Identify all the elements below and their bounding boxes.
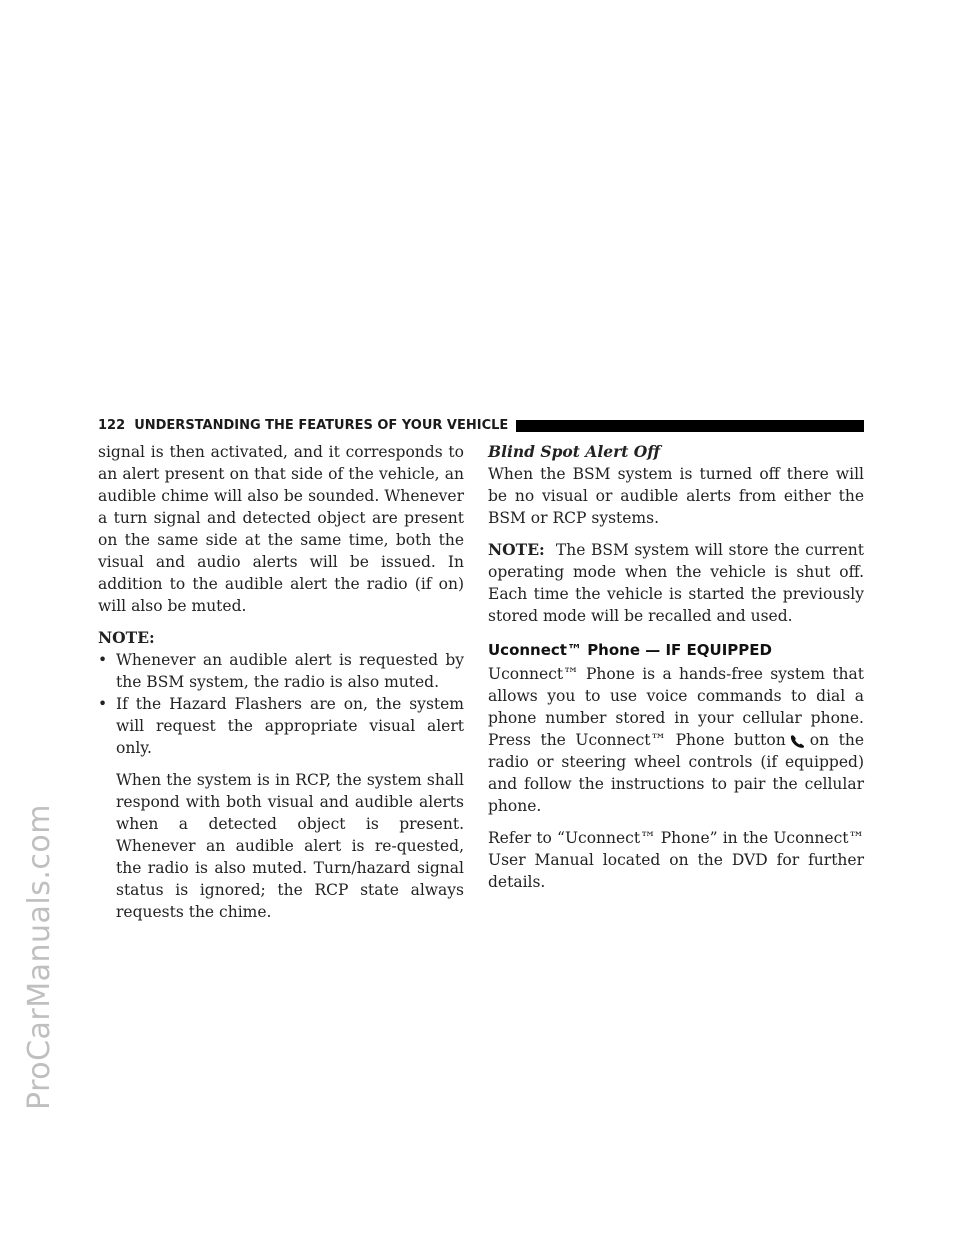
bullet-text: Whenever an audible alert is requested by the BSM system, the radio is also muted. [116, 651, 464, 691]
bullet-text: If the Hazard Flashers are on, the system will request the appropriate visual alert only. [116, 695, 464, 757]
right-column [488, 441, 864, 893]
bullet-item [98, 693, 464, 759]
paragraph-uconnect-phone [488, 663, 864, 817]
side-watermark: ProCarManuals.com [22, 803, 57, 1110]
page-header-title: UNDERSTANDING THE FEATURES OF YOUR VEHICLE [134, 417, 509, 433]
bullet-dot: • [98, 695, 108, 713]
page-number: 122 [98, 417, 126, 433]
note-label: NOTE: [488, 540, 545, 559]
page-header [98, 415, 864, 435]
uconnect-text-part1: Uconnect™ Phone is a hands-free system that allows you to use voice commands to dial a phone number stored in your cellular phone. Press the Uconnect™ Phone button [488, 665, 864, 749]
subheading-blind-spot-alert-off: Blind Spot Alert Off [488, 442, 661, 461]
paragraph-rcp: When the system is in RCP, the system shall respond with both visual and audible alerts when a detected object is present. Whenever an audible alert is re-quested, the radio is also muted. Turn/hazard signal status is ignored; the RCP state always requests the chime. [116, 771, 464, 921]
uconnect-text-part2: on the radio or steering wheel controls (if equipped) and follow the instructions to pair the cellular phone. [488, 731, 864, 815]
note-text: The BSM system will store the current operating mode when the vehicle is shut off. Each time the vehicle is started the previously stored mode will be recalled and used. [488, 541, 864, 625]
phone-icon [789, 734, 807, 748]
paragraph-bsm-off: When the BSM system is turned off there will be no visual or audible alerts from either the BSM or RCP systems. [488, 465, 864, 527]
bullet-dot: • [98, 651, 108, 669]
section-heading-uconnect-phone: Uconnect™ Phone — IF EQUIPPED [488, 641, 772, 659]
page-header-text [98, 418, 516, 433]
paragraph-signal-alert: signal is then activated, and it corresponds to an alert present on that side of the vehicle, an audible chime will also be sounded. Whenever a turn signal and detected object are present on the same side at the same time, both the visual and audio alerts will be issued. In addition to the audible alert the radio (if on) will also be muted. [98, 443, 464, 615]
left-column [98, 441, 464, 923]
header-rule [516, 420, 864, 432]
note-paragraph [488, 539, 864, 627]
note-heading: NOTE: [98, 628, 155, 647]
paragraph-refer-manual: Refer to “Uconnect™ Phone” in the Uconnect™ User Manual located on the DVD for further details. [488, 829, 864, 891]
bullet-item [98, 649, 464, 693]
